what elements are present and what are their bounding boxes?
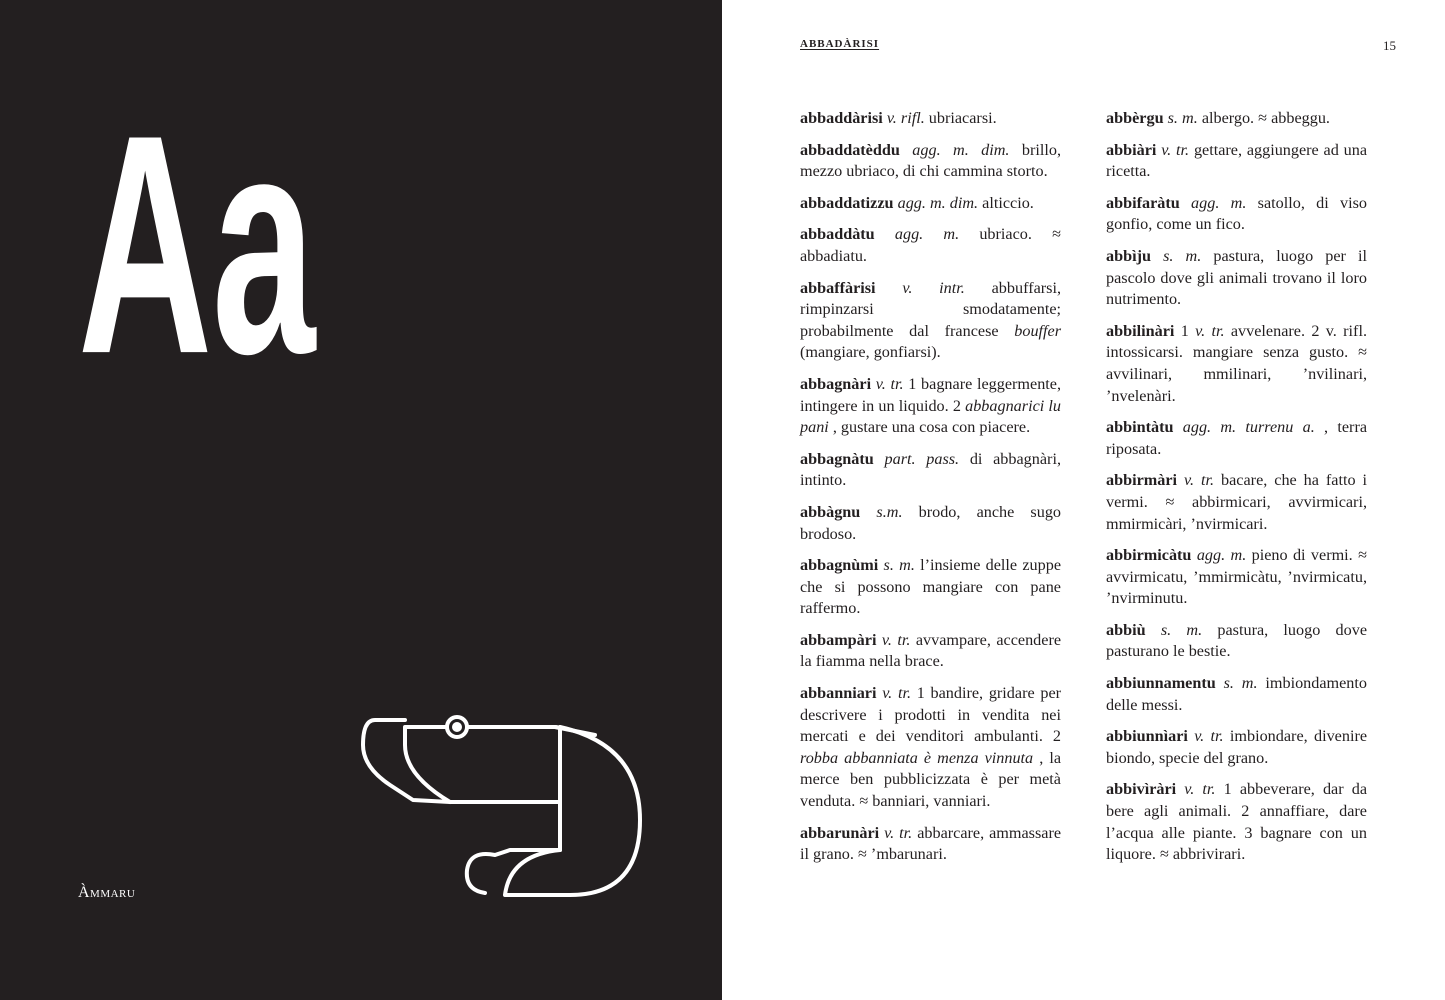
definition-text-continued: , la merce ben pubblicizzata è per metà venduta. ≈ banniari, vanniari. <box>800 748 1062 811</box>
definition-text: , terra riposata. <box>1106 418 1368 458</box>
grammar-label: v. tr. <box>875 374 904 393</box>
definition-text: ubriacarsi. <box>928 109 997 127</box>
example-text: robba abbanniata è menza vinnuta <box>800 748 1034 767</box>
headword: abbanniari <box>800 684 877 703</box>
definition-text: imbiondare, divenire biondo, specie del grano. <box>1106 727 1368 767</box>
big-uppercase-letter: A <box>78 69 213 419</box>
dictionary-entry <box>1106 673 1367 716</box>
illustration-caption: Àmmaru <box>78 884 136 901</box>
dictionary-entry <box>1106 779 1367 865</box>
dictionary-entry <box>800 555 1061 620</box>
grammar-label: s. m. <box>1163 246 1202 265</box>
dictionary-entry <box>1106 193 1367 236</box>
definition-text: pastura, luogo per il pascolo dove gli animali trovano il loro nutrimento. <box>1106 246 1368 309</box>
definition-text: gettare, aggiungere ad una ricetta. <box>1106 140 1368 181</box>
shrimp-illustration <box>355 705 655 910</box>
definition-text: albergo. ≈ abbeggu. <box>1201 109 1330 127</box>
headword: abbifaràtu <box>1106 193 1180 212</box>
definition-text: pieno di vermi. ≈ avvirmicatu, ’mmirmicàtu, ’nvirmicatu, ’nvirminutu. <box>1106 546 1367 608</box>
page-number: 15 <box>1383 38 1396 53</box>
dictionary-entry <box>1106 545 1367 610</box>
definition-text: avvampare, accendere la fiamma nella brace. <box>800 630 1062 671</box>
dictionary-entry <box>1106 108 1367 130</box>
definition-text: abbarcare, ammassare il grano. ≈ ’mbarunari. <box>800 823 1062 864</box>
dictionary-entry <box>800 374 1061 439</box>
definition-text: pastura, luogo dove pasturano le bestie. <box>1106 620 1367 661</box>
headword: abbàgnu <box>800 502 861 521</box>
dictionary-entry <box>800 630 1061 673</box>
definition-text: alticcio. <box>982 193 1034 212</box>
grammar-label: agg. m. <box>1191 193 1247 212</box>
grammar-label: v. tr. <box>1161 140 1190 159</box>
dictionary-entry <box>800 224 1061 267</box>
grammar-label: agg. m. <box>1196 546 1247 565</box>
definition-text: ubriaco. ≈ abbadiatu. <box>800 225 1061 265</box>
definition-text-continued: avvelenare. 2 v. rifl. intossicarsi. mangiare senza gusto. ≈ avvilinari, mmilinari, ’nvilinari, ’nvelenàri. <box>1106 321 1367 405</box>
headword: abbiunnamentu <box>1106 674 1216 693</box>
definition-text-continued: (mangiare, gonfiarsi). <box>800 343 941 362</box>
grammar-label: v. tr. <box>884 823 913 842</box>
dictionary-column-left <box>800 108 1061 876</box>
headword: abbèrgu <box>1106 109 1164 127</box>
grammar-label: agg. m. dim. <box>897 193 979 212</box>
headword: abbaddatizzu <box>800 193 894 212</box>
dictionary-column-right <box>1106 108 1367 876</box>
grammar-label: s.m. <box>876 502 903 521</box>
headword: abbirmàri <box>1106 471 1178 490</box>
definition-text: l’insieme delle zuppe che si possono mangiare con pane raffermo. <box>800 556 1062 618</box>
dictionary-entry <box>800 449 1061 492</box>
dictionary-entry <box>1106 620 1367 663</box>
headword: abbiù <box>1106 620 1146 639</box>
grammar-label: v. tr. <box>1194 727 1224 746</box>
headword: abbiàri <box>1106 140 1157 159</box>
grammar-label: s. m. <box>1223 674 1258 693</box>
headword: abbagnàri <box>800 374 872 393</box>
grammar-label: v. tr. <box>1184 471 1215 490</box>
example-text: bouffer <box>1014 321 1062 340</box>
grammar-label: v. tr. <box>881 630 911 649</box>
definition-text-continued: , gustare una cosa con piacere. <box>832 418 1031 437</box>
dictionary-entry <box>1106 417 1367 460</box>
headword: abbagnùmi <box>800 556 879 575</box>
example-text: abbagnarici lu pani <box>800 396 1061 437</box>
dictionary-entry <box>800 278 1061 364</box>
definition-text: brodo, anche sugo brodoso. <box>800 502 1062 543</box>
dictionary-entry <box>800 823 1061 866</box>
dictionary-entry <box>800 683 1061 813</box>
grammar-label: agg. m. dim. <box>912 140 1010 159</box>
headword: abbaddàrisi <box>800 109 883 127</box>
running-head: ABBADÀRISI <box>800 38 880 50</box>
definition-text: imbiondamento delle messi. <box>1106 674 1367 714</box>
dictionary-entry <box>1106 140 1367 183</box>
dictionary-entry <box>1106 246 1367 311</box>
definition-text: 1 abbeverare, dar da bere agli animali. 2 annaffiare, dare l’acqua alle piante. 3 bagnare con un liquore. ≈ abbrivirari. <box>1106 780 1368 864</box>
headword: abbarunàri <box>800 823 880 842</box>
grammar-label: part. pass. <box>884 449 960 468</box>
grammar-label: agg. m. <box>894 225 960 244</box>
dictionary-entry <box>800 193 1061 215</box>
definition-text: di abbagnàri, intinto. <box>800 449 1061 490</box>
dictionary-entry <box>800 108 1061 130</box>
dictionary-entry <box>1106 470 1367 535</box>
big-lowercase-letter: a <box>212 69 316 419</box>
definition-text: 1 <box>1180 321 1189 340</box>
headword: abbampàri <box>800 630 877 649</box>
left-page <box>0 0 722 1000</box>
headword: abbilinàri <box>1106 321 1175 340</box>
headword: abbaddatèddu <box>800 140 900 159</box>
definition-text: abbuffarsi, rimpinzarsi smodatamente; probabilmente dal francese <box>800 278 1061 340</box>
headword: abbirmicàtu <box>1106 546 1192 565</box>
grammar-label: s. m. <box>1167 109 1198 127</box>
example-text: v. tr. <box>1195 321 1225 340</box>
grammar-label: v. tr. <box>1184 780 1216 799</box>
grammar-label: v. tr. <box>882 684 911 703</box>
definition-text: bacare, che ha fatto i vermi. ≈ abbirmicari, avvirmicari, mmirmicàri, ’nvirmicari. <box>1106 471 1368 533</box>
headword: abbivìràri <box>1106 780 1177 799</box>
definition-text: satollo, di viso gonfio, come un fico. <box>1106 193 1368 234</box>
dictionary-entry <box>800 140 1061 183</box>
dictionary-entry <box>800 502 1061 545</box>
dictionary-entry <box>1106 321 1367 407</box>
definition-text: 1 bandire, gridare per descrivere i prodotti in vendita nei mercati e dei venditori ambulanti. 2 <box>800 684 1062 746</box>
grammar-label: agg. m. turrenu a. <box>1182 418 1315 437</box>
headword: abbagnàtu <box>800 449 874 468</box>
dictionary-entry <box>1106 726 1367 769</box>
headword: abbiunnìari <box>1106 727 1188 746</box>
headword: abbintàtu <box>1106 418 1174 437</box>
grammar-label: v. rifl. <box>886 109 925 127</box>
headword: abbìju <box>1106 246 1151 265</box>
grammar-label: s. m. <box>883 556 915 575</box>
definition-text: 1 bagnare leggermente, intingere in un liquido. 2 <box>800 374 1062 415</box>
definition-text: brillo, mezzo ubriaco, di chi cammina storto. <box>800 140 1062 181</box>
grammar-label: v. intr. <box>902 278 965 297</box>
headword: abbaffàrisi <box>800 278 876 297</box>
grammar-label: s. m. <box>1160 620 1203 639</box>
headword: abbaddàtu <box>800 225 875 244</box>
